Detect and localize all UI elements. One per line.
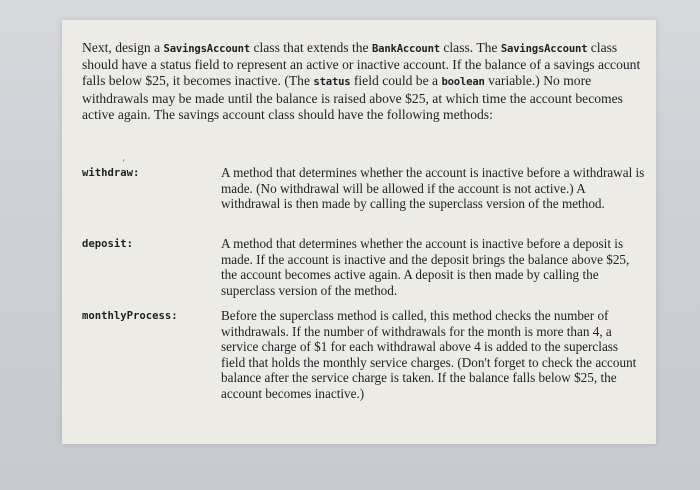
intro-text: variable.) No more withdrawals may be made until the balance is raised above $25, at which time the account becomes active again. The savings account class should have the following methods: bbox=[82, 73, 623, 122]
type-name-code: boolean bbox=[441, 76, 485, 89]
class-name-code: SavingsAccount bbox=[163, 43, 251, 55]
intro-text: class. The bbox=[439, 40, 501, 55]
textbook-page bbox=[62, 20, 656, 444]
class-name-code: SavingsAccount bbox=[500, 43, 588, 55]
stray-mark: ' bbox=[123, 158, 125, 168]
intro-text: class that extends the bbox=[250, 40, 372, 55]
method-name: deposit: bbox=[82, 238, 134, 250]
intro-text: class should have a status field to represent an active or inactive account. If the balance of a savings account falls below $25, it becomes inactive. (The bbox=[82, 40, 641, 89]
intro-text: Next, design a bbox=[82, 40, 164, 55]
intro-text: field could be a bbox=[350, 73, 442, 89]
method-name: withdraw: bbox=[82, 167, 140, 179]
field-name-code: status bbox=[313, 76, 351, 89]
intro-paragraph bbox=[82, 40, 644, 123]
method-description: A method that determines whether the account is inactive before a deposit is made. If the account is inactive and the deposit brings the balance above $25, the account becomes active again. A deposit is then made by calling the superclass version of the method. bbox=[221, 236, 630, 298]
method-name: monthlyProcess: bbox=[82, 310, 178, 322]
class-name-code: BankAccount bbox=[371, 43, 440, 55]
method-description: A method that determines whether the account is inactive before a withdrawal is made. (No withdrawal will be allowed if the account is not active.) A withdrawal is then made by calling the superclass version of the method. bbox=[221, 165, 645, 212]
method-description: Before the superclass method is called, this method checks the number of withdrawals. If the number of withdrawals for the month is more than 4, a service charge of $1 for each withdrawal above 4 is added to the superclass field that holds the monthly service charges. (Don't forget to check the account balance after the service charge is taken. If the balance falls below $25, the account becomes inactive.) bbox=[221, 308, 637, 401]
